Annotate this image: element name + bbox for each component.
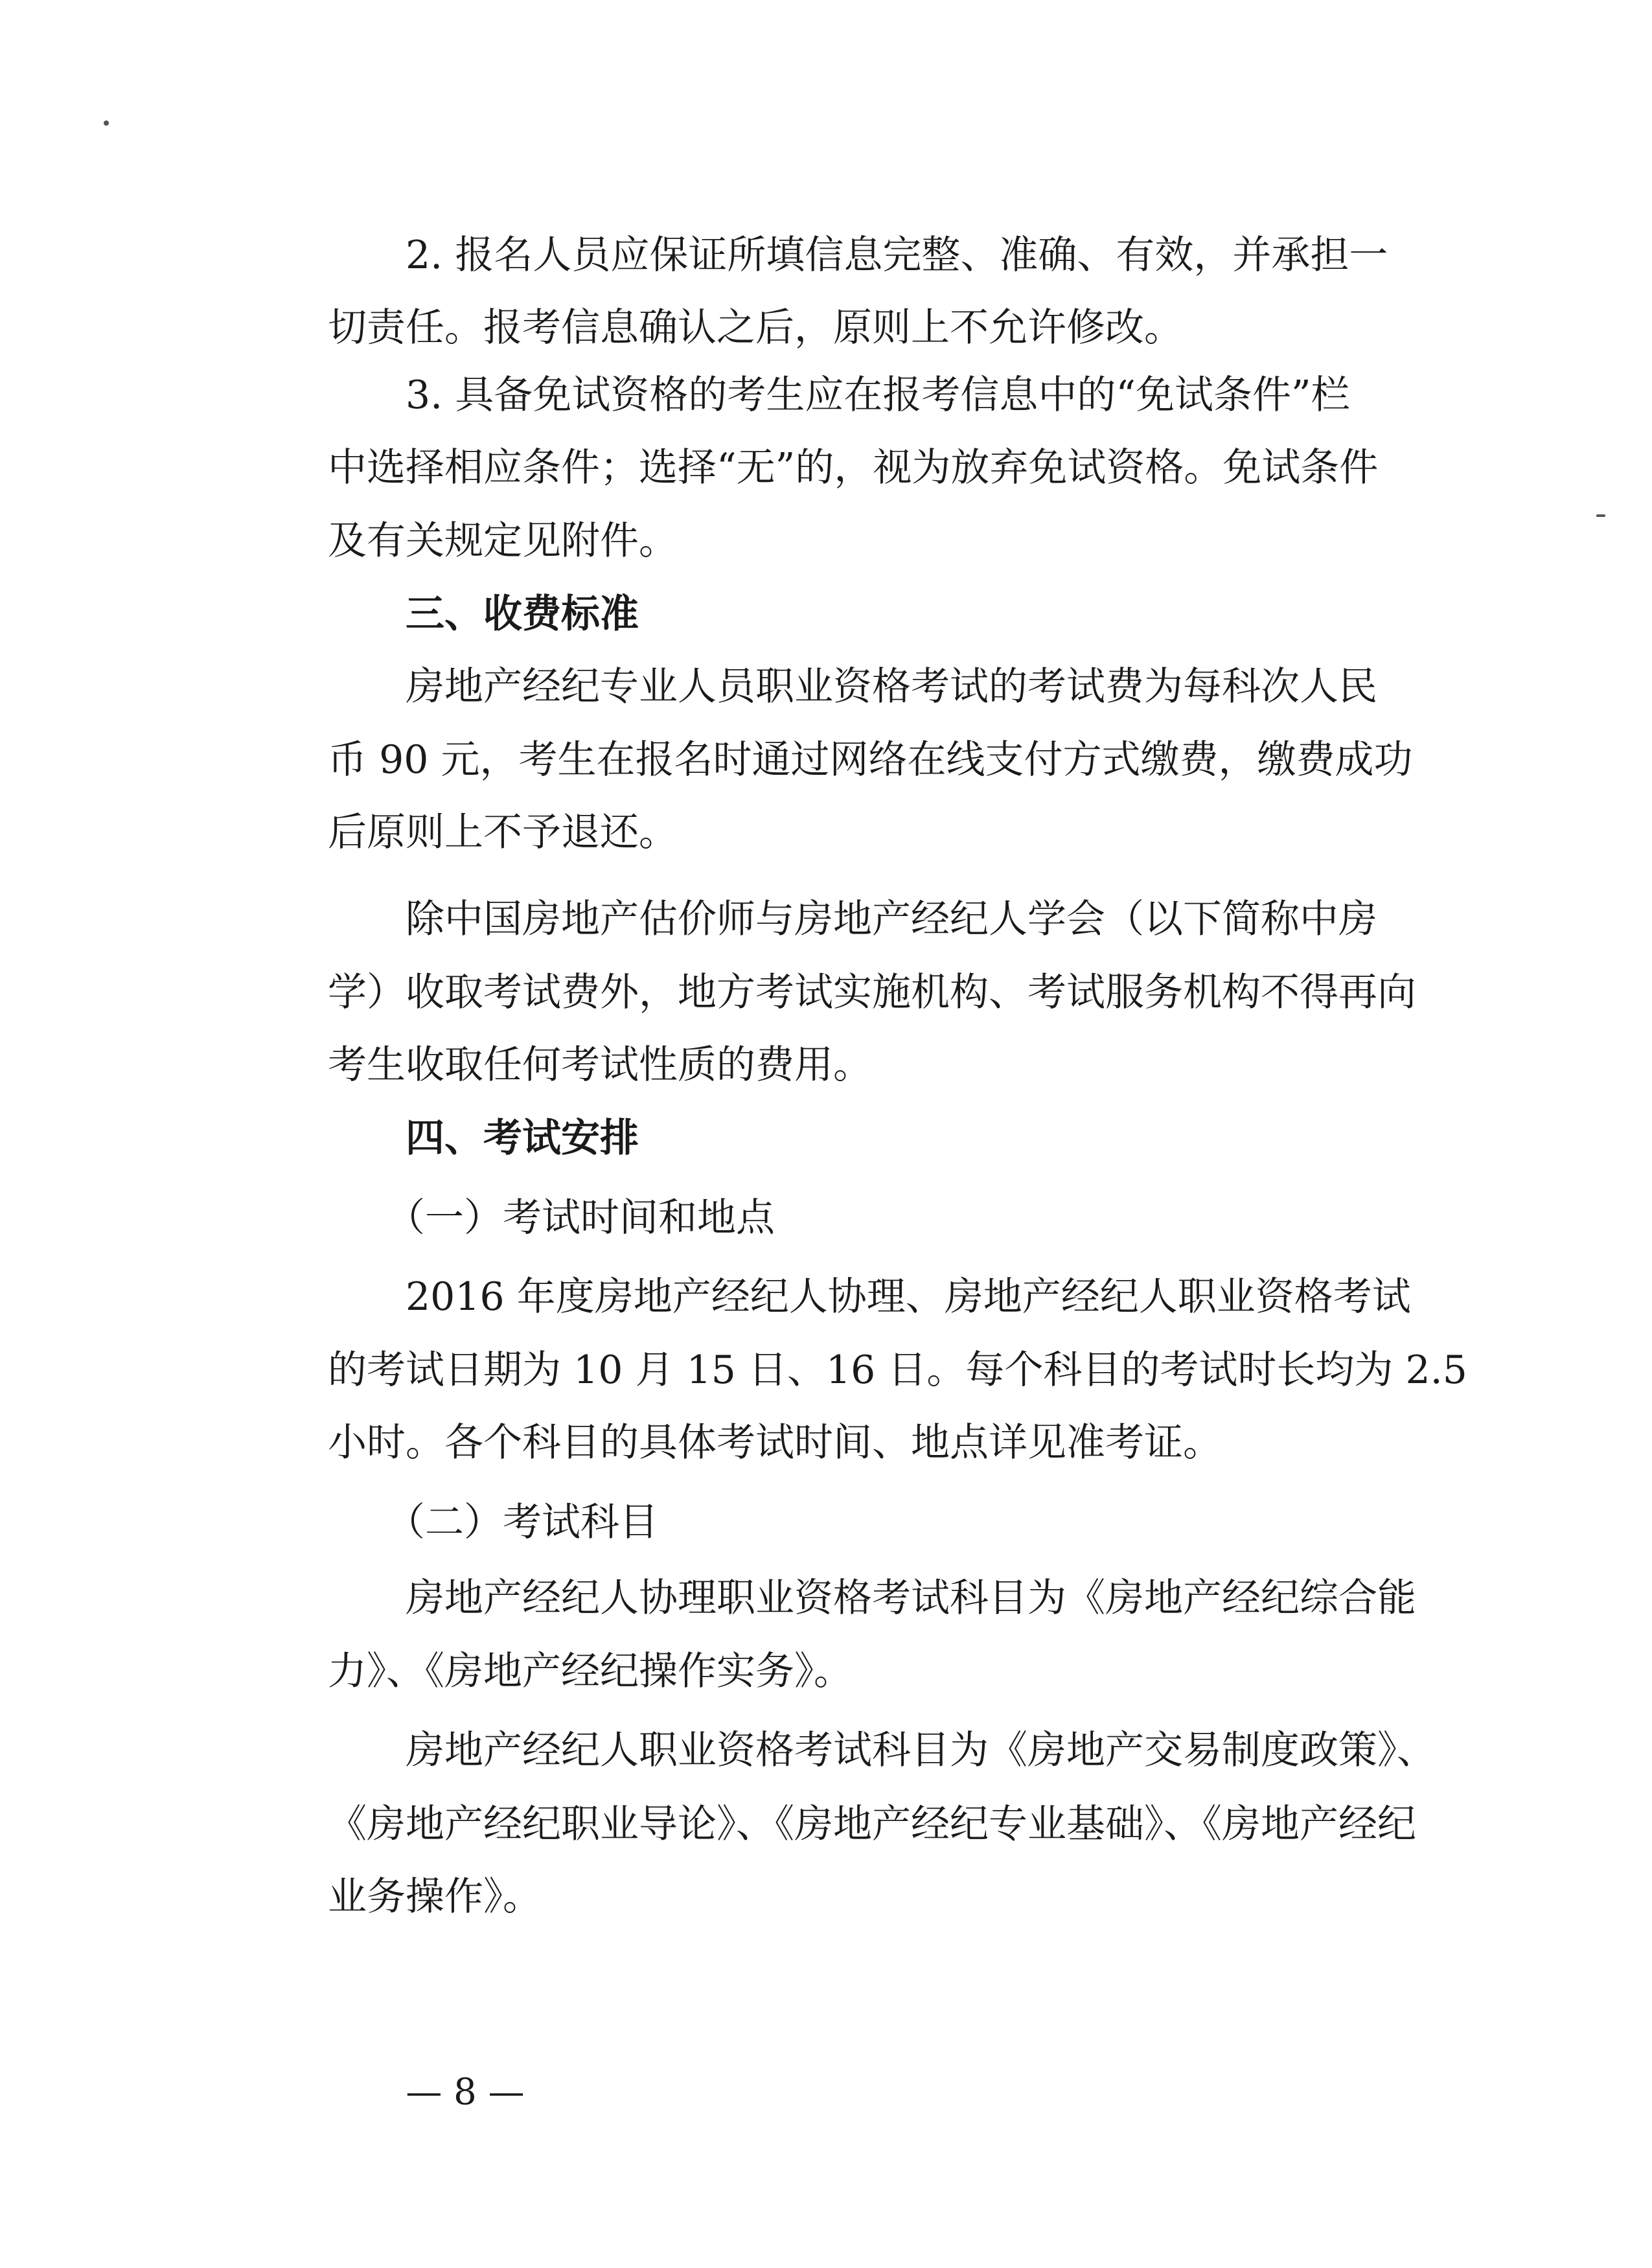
text-line: 2. 报名人员应保证所填信息完整、准确、有效，并承担一 <box>328 233 1388 278</box>
text-line: 房地产经纪专业人员职业资格考试的考试费为每科次人民 <box>328 664 1377 709</box>
section-heading: 四、考试安排 <box>328 1116 639 1161</box>
section-heading: 三、收费标准 <box>328 591 639 637</box>
text-line: 《房地产经纪职业导论》、《房地产经纪专业基础》、《房地产经纪 <box>328 1802 1416 1847</box>
text-line: 2016 年度房地产经纪人协理、房地产经纪人职业资格考试 <box>328 1274 1411 1320</box>
text-line: （二）考试科目 <box>328 1500 658 1545</box>
text-line: 考生收取任何考试性质的费用。 <box>328 1042 872 1088</box>
text-line: 学）收取考试费外，地方考试实施机构、考试服务机构不得再向 <box>328 970 1416 1015</box>
text-line: 切责任。报考信息确认之后，原则上不允许修改。 <box>328 305 1183 350</box>
text-line: 3. 具备免试资格的考生应在报考信息中的“免试条件”栏 <box>328 372 1350 418</box>
text-line: 力》、《房地产经纪操作实务》。 <box>328 1649 853 1694</box>
text-line: 币 90 元，考生在报名时通过网络在线支付方式缴费，缴费成功 <box>328 737 1413 783</box>
page-number: — 8 — <box>406 2071 525 2113</box>
scan-speck <box>1596 514 1605 517</box>
text-line: 及有关规定见附件。 <box>328 518 678 564</box>
text-line: 小时。各个科目的具体考试时间、地点详见准考证。 <box>328 1420 1222 1465</box>
text-line: （一）考试时间和地点 <box>328 1195 775 1241</box>
text-line: 业务操作》。 <box>328 1874 542 1919</box>
scan-speck <box>104 120 109 126</box>
text-line: 后原则上不予退还。 <box>328 810 678 855</box>
text-line: 房地产经纪人协理职业资格考试科目为《房地产经纪综合能 <box>328 1575 1416 1621</box>
text-line: 除中国房地产估价师与房地产经纪人学会（以下简称中房 <box>328 897 1377 942</box>
text-line: 中选择相应条件；选择“无”的，视为放弃免试资格。免试条件 <box>328 445 1379 490</box>
text-line: 的考试日期为 10 月 15 日、16 日。每个科目的考试时长均为 2.5 <box>328 1347 1467 1393</box>
text-line: 房地产经纪人职业资格考试科目为《房地产交易制度政策》、 <box>328 1728 1436 1773</box>
